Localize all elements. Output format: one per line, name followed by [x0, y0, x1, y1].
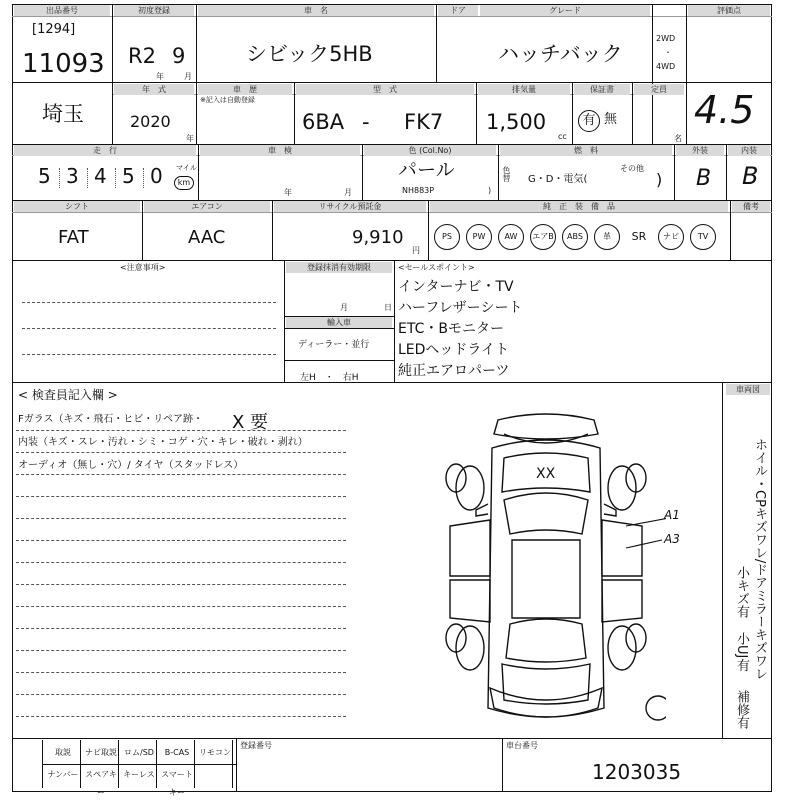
label-capacity: 定員 [634, 84, 684, 95]
year-suffix-2: 年 [186, 134, 194, 143]
accessory-item: リモコン [199, 748, 231, 757]
label-sales-points: <セールスポイント> [398, 263, 475, 272]
inspector-line [16, 518, 346, 519]
label-chassis-no: 車台番号 [506, 741, 538, 750]
fuel-other-label: その他 [620, 164, 644, 173]
row-line [12, 82, 772, 83]
color-name: パール [398, 159, 455, 181]
month-suffix: 月 [184, 72, 192, 81]
mileage-digit: 5 [38, 164, 51, 188]
inspector-line [16, 694, 346, 695]
row-line [12, 738, 772, 739]
score: 4.5 [694, 88, 755, 132]
digit-divider [143, 168, 144, 188]
inspector-line [16, 496, 346, 497]
label-car-name: 車 名 [198, 5, 434, 16]
digit-divider [59, 168, 60, 188]
equipment-item: ナビ [658, 224, 684, 250]
inspector-line [16, 672, 346, 673]
col-line [686, 4, 687, 144]
drive-2wd: 2WD [656, 34, 676, 43]
inspector-line [16, 716, 346, 717]
model-year: 2020 [130, 112, 171, 131]
sales-point: ETC・Bモニター [398, 321, 504, 337]
history-note: ※記入は自動登録 [200, 96, 255, 104]
equipment-item: 革 [594, 224, 620, 250]
location: 埼玉 [42, 102, 84, 126]
mark-a1: A1 [664, 508, 680, 522]
label-bikou: 備考 [732, 201, 770, 212]
warranty-no: 無 [604, 112, 618, 127]
lot-number: 11093 [22, 49, 105, 79]
row-line [12, 260, 772, 261]
label-aircon: エアコン [144, 201, 270, 212]
label-notes: <注意事項> [120, 263, 166, 272]
equipment-item: ABS [562, 224, 588, 250]
col-line [726, 144, 727, 200]
first-reg-year: R2 [128, 44, 156, 68]
label-shift: シフト [14, 201, 140, 212]
inspector-line-text: オーディオ（無し・穴）/ タイヤ（スタッドレス） [18, 460, 244, 471]
model-prefix: 6BA [302, 110, 345, 134]
label-grade-prefix: ドア [438, 5, 478, 16]
shift: FAT [58, 227, 89, 248]
col-line [436, 4, 437, 82]
col-line [652, 4, 653, 144]
warranty-yes: 有 [578, 110, 600, 132]
col-line [112, 4, 113, 144]
label-import: 輸入車 [286, 317, 392, 328]
col-line [198, 144, 199, 200]
accessory-item: ナンバー [47, 770, 79, 779]
label-diagram: 車両図 [726, 384, 770, 395]
car-diagram [426, 408, 666, 738]
sales-point: 純正エアロパーツ [398, 363, 510, 379]
deadline-day: 日 [384, 303, 392, 312]
accessory-item: ナビ取説 [85, 748, 117, 757]
label-inspector: < 検査員記入欄 > [18, 388, 118, 402]
side-note-right: 補修有 [734, 690, 749, 729]
inspector-line-text: 内装（キズ・スレ・汚れ・シミ・コゲ・穴・キレ・破れ・剥れ） [18, 437, 308, 448]
import-type: ディーラー・並行 [298, 340, 370, 350]
col-line [196, 82, 197, 144]
notes-line [22, 328, 276, 329]
first-reg-month: 9 [172, 44, 186, 68]
label-model: 型 式 [296, 84, 474, 95]
accessory-item: ロム/SD [124, 748, 154, 757]
col-line [428, 200, 429, 260]
deadline-month: 月 [340, 303, 348, 312]
col-line [632, 82, 633, 144]
cc-unit: cc [558, 132, 567, 141]
col-line [502, 738, 503, 792]
sales-point: インターナビ・TV [398, 279, 514, 295]
accessory-item: 取説 [55, 748, 71, 757]
digit-divider [87, 168, 88, 188]
color-code: NH883P [402, 186, 435, 195]
mark-a3: A3 [664, 532, 680, 546]
yen-unit: 円 [412, 246, 420, 255]
label-history: 車 歴 [198, 84, 292, 95]
interior-grade: B [742, 162, 759, 190]
mile-unit: マイル [176, 164, 197, 172]
notes-line [22, 302, 276, 303]
inspector-line [16, 606, 346, 607]
col-line [722, 382, 723, 738]
inspector-line [16, 452, 346, 453]
row-line [284, 360, 394, 361]
inspector-mark: X 要 [232, 412, 269, 433]
chassis-number: 1203035 [592, 760, 682, 784]
label-equipment: 純 正 装 備 品 [430, 201, 728, 212]
side-note-mid: 小UJ有 [734, 632, 749, 672]
col-line [196, 4, 197, 82]
label-interior-grade: 内装 [728, 145, 770, 156]
model-code: FK7 [404, 110, 444, 134]
car-name: シビック5HB [246, 42, 373, 66]
side-note-left: 小キズ有 [734, 566, 749, 618]
col-line [476, 82, 477, 144]
col-line [142, 200, 143, 260]
label-displacement: 排気量 [478, 84, 570, 95]
col-line [236, 738, 237, 792]
label-line [12, 16, 772, 17]
row-line [12, 382, 772, 383]
label-model-year: 年 式 [114, 84, 194, 95]
label-fuel: 燃 料 [500, 145, 672, 156]
inspector-line-text: Fガラス（キズ・飛石・ヒビ・リペア跡・ [18, 414, 204, 425]
col-line [730, 200, 731, 260]
equipment-item: エアB [530, 224, 556, 250]
accessory-item: スマートキー [161, 770, 193, 797]
mark-roof: XX [536, 466, 556, 482]
inspection-month: 月 [344, 188, 352, 197]
capacity-unit: 名 [674, 134, 682, 143]
exterior-grade: B [696, 166, 712, 191]
label-color: 色 (Col.No) [364, 145, 496, 156]
mileage-digit: 0 [150, 164, 163, 188]
label-registration-no: 登録番号 [240, 741, 272, 750]
side-note-main: ホイル・CPキズワレ/ドアミラーキズワレ [752, 438, 767, 681]
equipment-item: PS [434, 224, 460, 250]
equipment-item: TV [690, 224, 716, 250]
accessory-item: B-CAS [164, 748, 190, 757]
label-mileage: 走 行 [14, 145, 196, 156]
label-warranty: 保証書 [574, 84, 630, 95]
fuel-close: ) [656, 170, 663, 189]
label-exterior-grade: 外装 [676, 145, 724, 156]
equipment-item: PW [466, 224, 492, 250]
col-line [674, 144, 675, 200]
label-registration-deadline: 登録抹消有効期限 [286, 262, 392, 273]
inspector-line [16, 430, 346, 431]
digit-divider [115, 168, 116, 188]
row-line [284, 328, 394, 329]
mileage-digit: 3 [66, 164, 79, 188]
steering: 左H ・ 右H [300, 373, 359, 383]
label-inspection: 車 検 [200, 145, 360, 156]
drive-dot: ・ [664, 48, 672, 57]
equipment-item: SR [631, 230, 647, 243]
inspector-line [16, 584, 346, 585]
body-type: ハッチバック [498, 42, 623, 66]
col-line [272, 200, 273, 260]
model-sep: - [362, 110, 370, 134]
col-line [362, 144, 363, 200]
fuel-options: G・D・電気( [528, 174, 588, 185]
mileage-digit: 4 [94, 164, 107, 188]
drive-4wd: 4WD [656, 62, 676, 71]
label-recycle: リサイクル預託金 [274, 201, 426, 212]
mileage-digit: 5 [122, 164, 135, 188]
year-suffix: 年 [156, 72, 164, 81]
color-close: ) [488, 186, 492, 195]
aircon: AAC [188, 227, 226, 248]
inspector-line [16, 474, 346, 475]
col-line [498, 144, 499, 200]
notes-line [22, 354, 276, 355]
sales-point: ハーフレザーシート [398, 300, 523, 316]
inspector-line [16, 540, 346, 541]
col-line [394, 260, 395, 382]
accessory-item: キーレス [123, 770, 155, 779]
inspection-year: 年 [284, 188, 292, 197]
grid-line [42, 764, 236, 765]
label-grade: グレード [480, 5, 650, 16]
label-lot-no: 出品番号 [14, 5, 110, 16]
km-unit: km [174, 176, 194, 190]
equipment-item: AW [498, 224, 524, 250]
color-change-label: 色替 [502, 166, 511, 182]
label-first-registration: 初度登録 [114, 5, 194, 16]
inspector-line [16, 562, 346, 563]
inspector-line [16, 628, 346, 629]
label-line [12, 212, 772, 213]
recycle-fee: 9,910 [352, 227, 404, 248]
displacement: 1,500 [486, 110, 547, 134]
auction-code: [1294] [32, 22, 76, 37]
col-line [284, 260, 285, 382]
inspector-line [16, 650, 346, 651]
label-evaluation: 評価点 [688, 5, 770, 16]
accessory-item: スペアキー [85, 770, 117, 797]
sales-point: LEDヘッドライト [398, 342, 510, 358]
col-line [572, 82, 573, 144]
col-line [294, 82, 295, 144]
